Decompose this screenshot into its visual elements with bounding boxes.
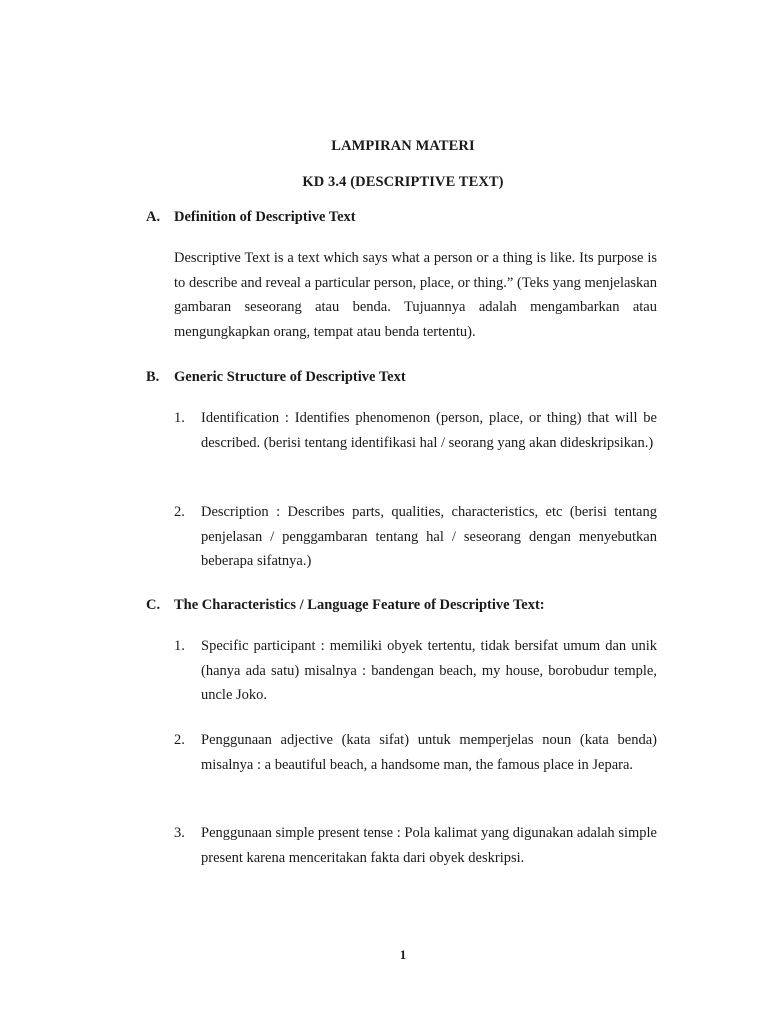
section-a-paragraph: Descriptive Text is a text which says what a person or a thing is like. Its purpose is to describe and reveal a particular person, place, or thing.” (Teks yang menjelaskan gambaran seseorang atau benda. Tujuannya adalah mengambarkan atau mengungkapkan orang, tempat atau benda tertentu). xyxy=(174,250,657,340)
list-item-text: Penggunaan adjective (kata sifat) untuk memperjelas noun (kata benda) misalnya : a beautiful beach, a handsome man, the famous place in Jepara. xyxy=(201,732,657,773)
list-item xyxy=(174,634,657,708)
page-number: 1 xyxy=(399,947,407,962)
section-a-title: Definition of Descriptive Text xyxy=(174,209,356,225)
list-item-text: Specific participant : memiliki obyek tertentu, tidak bersifat umum dan unik (hanya ada satu) misalnya : bandengan beach, my house, borobudur temple, uncle Joko. xyxy=(201,638,657,703)
section-b-title: Generic Structure of Descriptive Text xyxy=(174,369,406,385)
section-c-heading xyxy=(146,597,545,614)
list-item-number: 1. xyxy=(174,638,185,654)
list-item xyxy=(174,728,657,777)
list-item-number: 2. xyxy=(174,504,185,520)
list-item-number: 1. xyxy=(174,410,185,426)
section-b-heading xyxy=(146,369,406,386)
section-b-letter: B. xyxy=(146,369,160,385)
list-item-number: 2. xyxy=(174,732,185,748)
list-item-text: Description : Describes parts, qualities, characteristics, etc (berisi tentang penjelasan / penggambaran tentang hal / seseorang dengan menyebutkan beberapa sifatnya.) xyxy=(201,504,657,569)
list-item-text: Penggunaan simple present tense : Pola kalimat yang digunakan adalah simple present karena menceritakan fakta dari obyek deskripsi. xyxy=(201,825,657,866)
list-item xyxy=(174,500,657,574)
list-item-number: 3. xyxy=(174,825,185,841)
document-subtitle: KD 3.4 (DESCRIPTIVE TEXT) xyxy=(302,174,504,190)
document-title: LAMPIRAN MATERI xyxy=(331,138,475,154)
section-a-heading xyxy=(146,209,356,226)
list-item xyxy=(174,406,657,455)
section-a-letter: A. xyxy=(146,209,161,225)
list-item xyxy=(174,821,657,870)
section-c-title: The Characteristics / Language Feature of Descriptive Text: xyxy=(174,597,545,613)
section-c-letter: C. xyxy=(146,597,161,613)
list-item-text: Identification : Identifies phenomenon (person, place, or thing) that will be described. (berisi tentang identifikasi hal / seorang yang akan dideskripsikan.) xyxy=(201,410,657,451)
